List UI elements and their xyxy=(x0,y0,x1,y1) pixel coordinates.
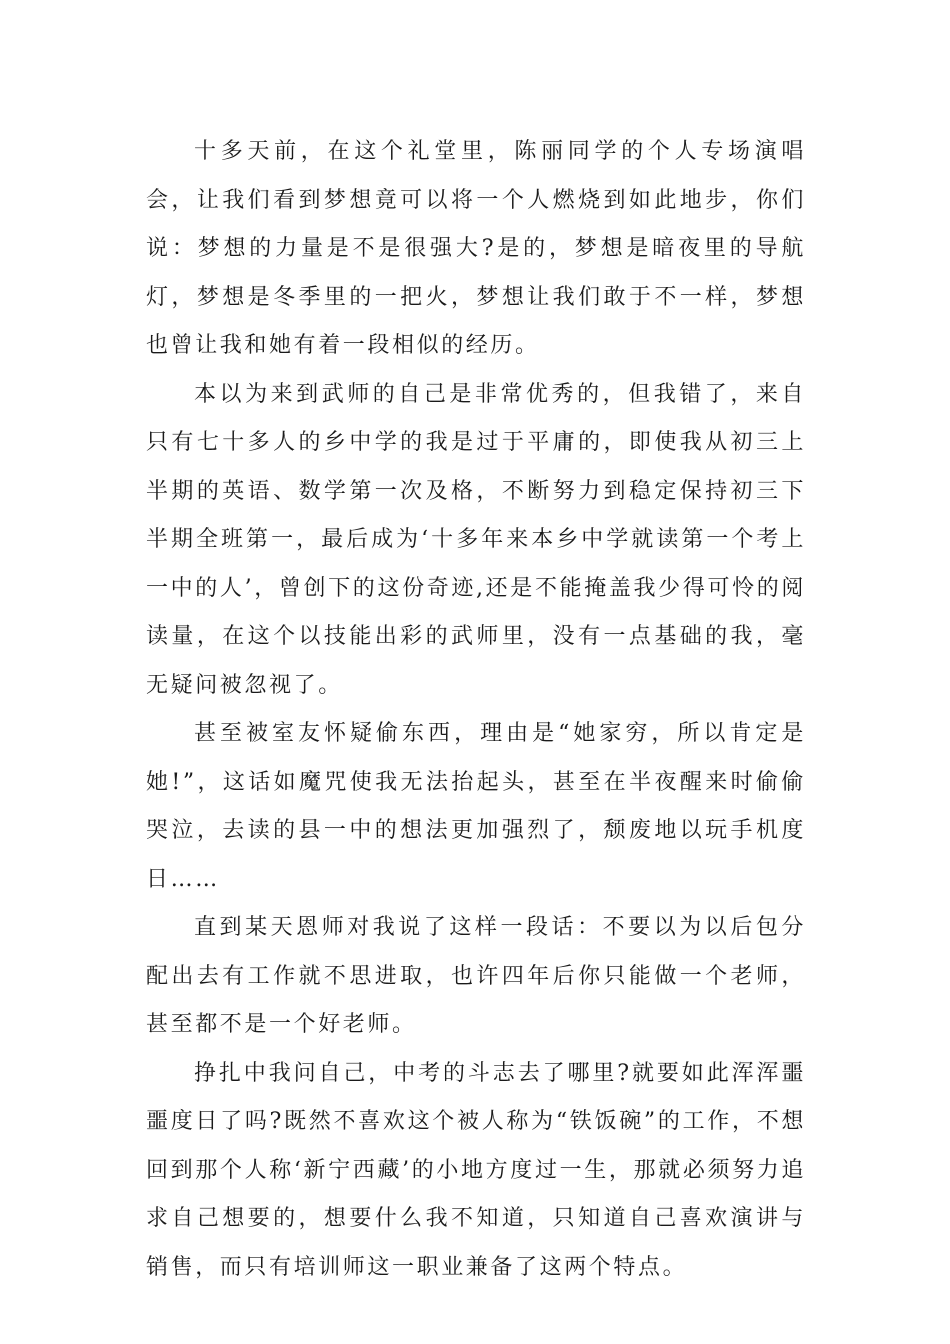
paragraph-1: 十多天前，在这个礼堂里，陈丽同学的个人专场演唱会，让我们看到梦想竟可以将一个人燃烧到如此地步，你们说：梦想的力量是不是很强大?是的，梦想是暗夜里的导航灯，梦想是冬季里的一把火，梦想让我们敢于不一样，梦想也曾让我和她有着一段相似的经历。 xyxy=(146,139,806,358)
paragraph-5: 挣扎中我问自己，中考的斗志去了哪里?就要如此浑浑噩噩度日了吗?既然不喜欢这个被人称为“铁饭碗”的工作，不想回到那个人称‘新宁西藏’的小地方度过一生，那就必须努力追求自己想要的，想要什么我不知道，只知道自己喜欢演讲与销售，而只有培训师这一职业兼备了这两个特点。 xyxy=(146,1060,806,1280)
paragraph-3: 甚至被室友怀疑偷东西，理由是“她家穷，所以肯定是她!”，这话如魔咒使我无法抬起头，甚至在半夜醒来时偷偷哭泣，去读的县一中的想法更加强烈了，颓废地以玩手机度日…… xyxy=(146,721,806,892)
document-body xyxy=(146,128,806,1292)
paragraph-2: 本以为来到武师的自己是非常优秀的，但我错了，来自只有七十多人的乡中学的我是过于平庸的，即使我从初三上半期的英语、数学第一次及格，不断努力到稳定保持初三下半期全班第一，最后成为‘十多年来本乡中学就读第一个考上一中的人’，曾创下的这份奇迹,还是不能掩盖我少得可怜的阅读量，在这个以技能出彩的武师里，没有一点基础的我，毫无疑问被忽视了。 xyxy=(146,381,806,698)
paragraph-4: 直到某天恩师对我说了这样一段话：不要以为以后包分配出去有工作就不思进取，也许四年后你只能做一个老师，甚至都不是一个好老师。 xyxy=(146,915,806,1037)
